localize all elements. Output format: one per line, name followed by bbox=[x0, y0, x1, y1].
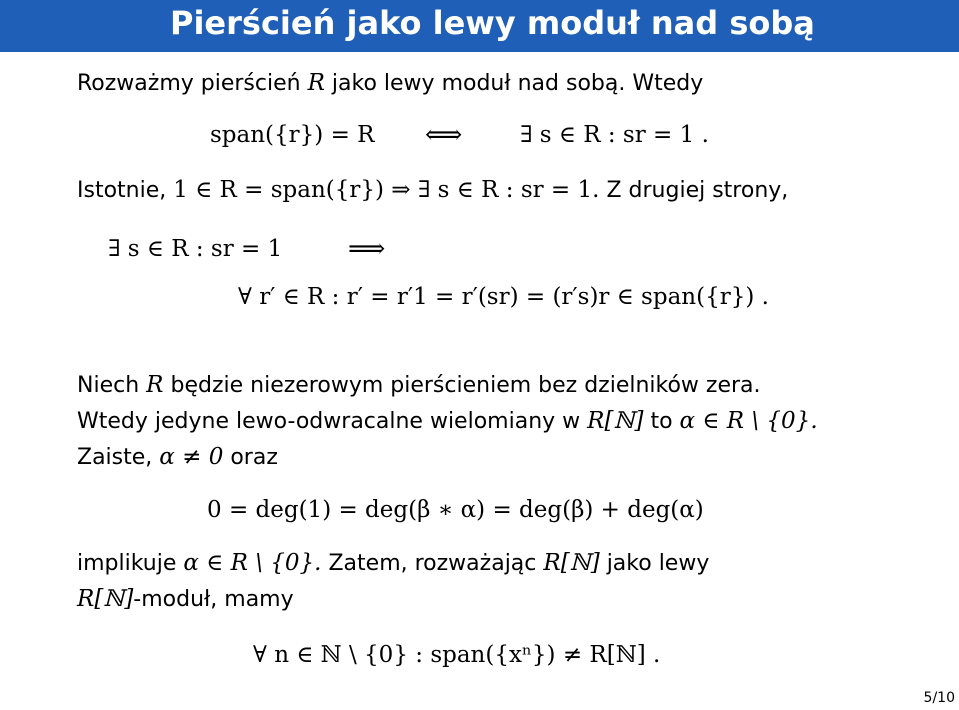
page-number: 5/10 bbox=[923, 690, 955, 706]
zaiste-text-a: Zaiste, bbox=[77, 445, 153, 470]
equation-iff-symbol: ⟺ bbox=[425, 120, 463, 150]
niech-text-b: będzie niezerowym pierścieniem bez dzielników zera. bbox=[170, 373, 761, 398]
equation-span-monomial: ∀ n ∈ ℕ \ {0} : span({xⁿ}) ≠ R[ℕ] . bbox=[253, 642, 661, 668]
paragraph-niech-line2 bbox=[77, 408, 818, 434]
module-text: -moduł, mamy bbox=[133, 587, 294, 612]
implikuje-text-c: jako lewy bbox=[606, 551, 710, 576]
niech-text-a: Niech bbox=[77, 373, 140, 398]
niech-ring-symbol: R bbox=[146, 372, 164, 398]
indeed-text-b: Z drugiej strony, bbox=[606, 178, 789, 203]
zaiste-math: α ≠ 0 bbox=[159, 444, 224, 470]
slide-title-bar bbox=[0, 0, 959, 52]
wtedy-polynomial-ring: R[ℕ] bbox=[587, 408, 644, 434]
indeed-math: 1 ∈ R = span({r}) ⇒ ∃ s ∈ R : sr = 1. bbox=[173, 177, 600, 203]
paragraph-indeed bbox=[77, 177, 788, 203]
equation-implies-symbol: ⟹ bbox=[348, 234, 386, 264]
paragraph-intro bbox=[77, 70, 703, 96]
equation-exists-lhs: ∃ s ∈ R : sr = 1 bbox=[108, 236, 283, 262]
indeed-text-a: Istotnie, bbox=[77, 178, 167, 203]
equation-span-rhs: ∃ s ∈ R : sr = 1 . bbox=[520, 122, 709, 148]
implikuje-text-a: implikuje bbox=[77, 551, 177, 576]
module-ring: R[ℕ] bbox=[77, 586, 134, 612]
intro-text-b: jako lewy moduł nad sobą. Wtedy bbox=[331, 71, 704, 96]
equation-degree: 0 = deg(1) = deg(β ∗ α) = deg(β) + deg(α) bbox=[207, 497, 704, 523]
intro-ring-symbol: R bbox=[307, 70, 325, 96]
paragraph-implies-line2 bbox=[77, 586, 294, 612]
paragraph-niech-line3 bbox=[77, 444, 278, 470]
wtedy-text-b: to bbox=[650, 409, 673, 434]
equation-forall-rhs: ∀ r′ ∈ R : r′ = r′1 = r′(sr) = (r′s)r ∈ span({r}) . bbox=[238, 284, 769, 310]
implikuje-ring: R[ℕ] bbox=[543, 550, 600, 576]
paragraph-niech-line1 bbox=[77, 372, 761, 398]
wtedy-text-a: Wtedy jedyne lewo-odwracalne wielomiany w bbox=[77, 409, 581, 434]
zaiste-text-b: oraz bbox=[230, 445, 278, 470]
implikuje-math: α ∈ R \ {0}. bbox=[183, 550, 322, 576]
implikuje-text-b: Zatem, rozważając bbox=[328, 551, 537, 576]
slide-title: Pierścień jako lewy moduł nad sobą bbox=[170, 4, 815, 42]
paragraph-implies-line1 bbox=[77, 550, 709, 576]
wtedy-unit-set: α ∈ R \ {0}. bbox=[679, 408, 818, 434]
intro-text-a: Rozważmy pierścień bbox=[77, 71, 301, 96]
equation-span-lhs: span({r}) = R bbox=[210, 122, 375, 148]
